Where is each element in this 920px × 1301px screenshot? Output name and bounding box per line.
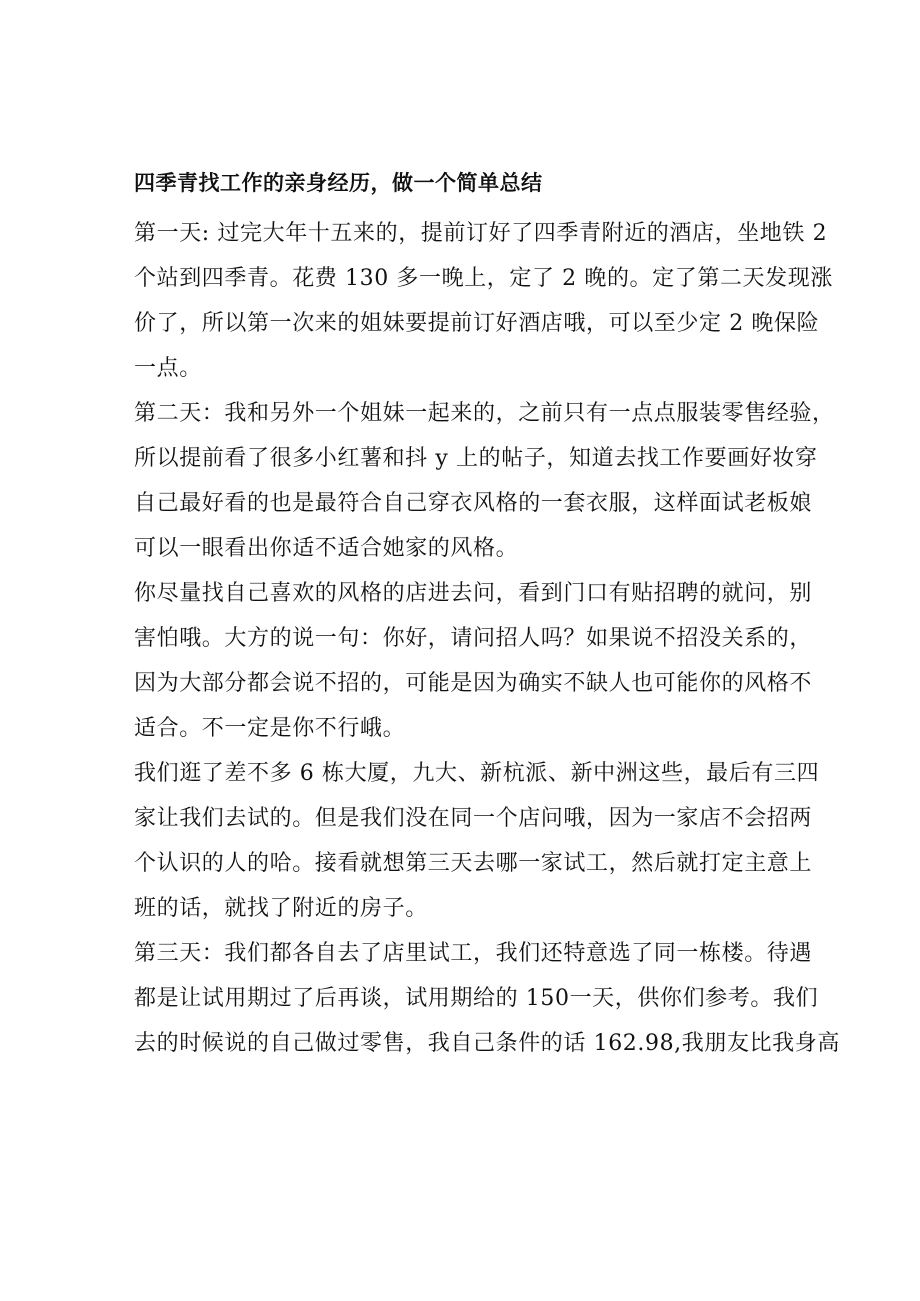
paragraph-line: 家让我们去试的。但是我们没在同一个店问哦，因为一家店不会招两 bbox=[134, 806, 813, 831]
paragraph-line: 个认识的人的哈。接看就想第三天去哪一家试工，然后就打定主意上 bbox=[134, 851, 813, 876]
paragraph-line: 因为大部分都会说不招的，可能是因为确实不缺人也可能你的风格不 bbox=[134, 671, 813, 696]
paragraph-line: 我们逛了差不多 6 栋大厦，九大、新杭派、新中洲这些，最后有三四 bbox=[134, 761, 820, 786]
paragraph-line: 都是让试用期过了后再谈，试用期给的 150一天，供你们参考。我们 bbox=[134, 986, 819, 1011]
paragraph-line: 班的话，就找了附近的房子。 bbox=[134, 896, 428, 921]
paragraph-line: 可以一眼看出你适不适合她家的风格。 bbox=[134, 536, 519, 561]
paragraph-line: 去的时候说的自己做过零售，我自己条件的话 162.98,我朋友比我身高 bbox=[134, 1031, 840, 1056]
paragraph-line: 一点。 bbox=[134, 356, 202, 381]
document-body bbox=[134, 164, 840, 1066]
paragraph-line: 害怕哦。大方的说一句：你好，请问招人吗？如果说不招没关系的， bbox=[134, 626, 813, 651]
paragraph-line: 价了，所以第一次来的姐妹要提前订好酒店哦，可以至少定 2 晚保险 bbox=[134, 311, 820, 336]
paragraph-line: 适合。不一定是你不行峨。 bbox=[134, 716, 406, 741]
paragraph-line: 第三天：我们都各自去了店里试工，我们还特意选了同一栋楼。待遇 bbox=[134, 941, 813, 966]
paragraph-line: 你尽量找自己喜欢的风格的店进去问，看到门口有贴招聘的就问，别 bbox=[134, 581, 813, 606]
paragraph-line: 自己最好看的也是最符合自己穿衣风格的一套衣服，这样面试老板娘 bbox=[134, 491, 813, 516]
paragraph-line: 第一天: 过完大年十五来的，提前订好了四季青附近的酒店，坐地铁 2 bbox=[134, 221, 828, 246]
document-title: 四季青找工作的亲身经历，做一个简单总结 bbox=[134, 171, 543, 195]
paragraph-line: 个站到四季青。花费 130 多一晚上，定了 2 晚的。定了第二天发现涨 bbox=[134, 266, 833, 291]
paragraph-line: 所以提前看了很多小红薯和抖 y 上的帖子，知道去找工作要画好妆穿 bbox=[134, 446, 818, 471]
paragraph-line: 第二天：我和另外一个姐妹一起来的，之前只有一点点服装零售经验， bbox=[134, 401, 835, 426]
